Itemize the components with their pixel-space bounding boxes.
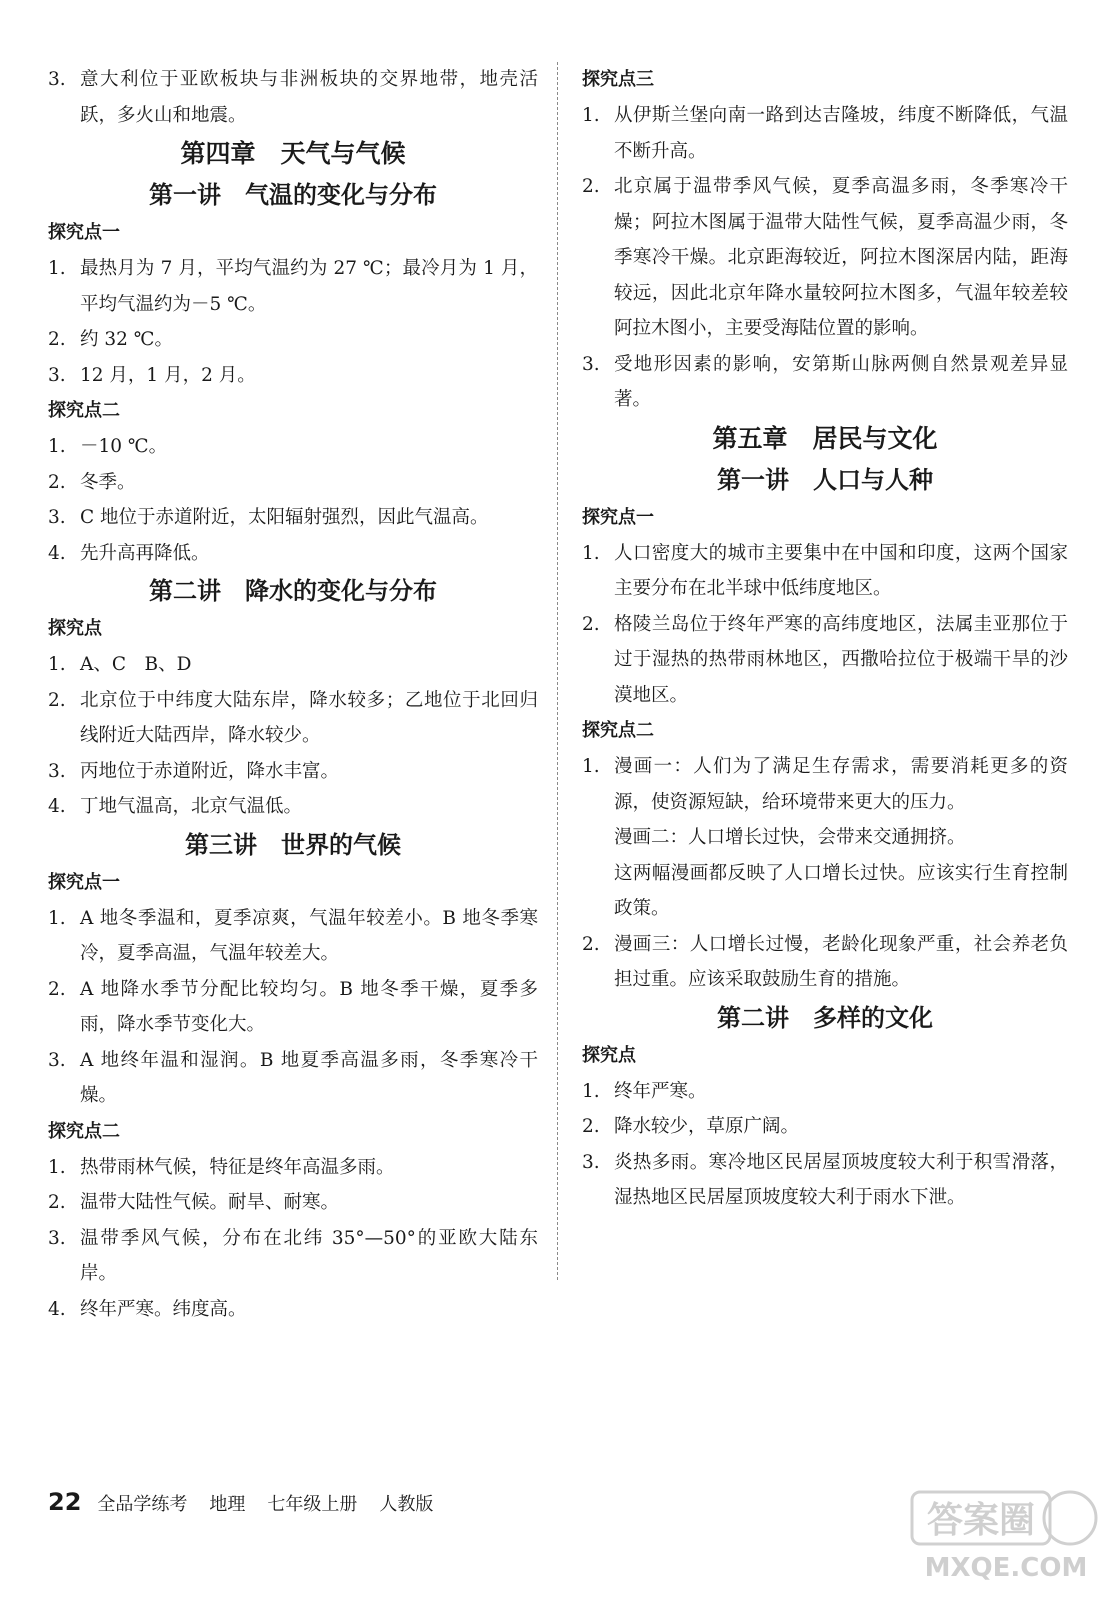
- item-text: 格陵兰岛位于终年严寒的高纬度地区，法属圭亚那位于过于湿热的热带雨林地区，西撒哈拉位于极端干旱的沙漠地区。: [614, 613, 1068, 706]
- section-label: 探究点: [48, 618, 102, 639]
- answer-item: [48, 322, 538, 358]
- subject-label: 地理: [209, 1494, 246, 1515]
- item-number: 2.: [48, 689, 66, 711]
- answer-item: [582, 536, 1068, 607]
- section-label: 探究点一: [582, 506, 654, 528]
- answer-item: [582, 1074, 1068, 1110]
- item-text: 终年严寒。: [614, 1080, 707, 1102]
- item-number: 3.: [582, 1151, 600, 1173]
- item-number: 1.: [582, 756, 600, 777]
- item-number: 3.: [48, 507, 66, 528]
- page-footer: [48, 1488, 455, 1520]
- item-number: 1.: [582, 105, 600, 126]
- section-label: 探究点三: [582, 69, 654, 90]
- answer-item: [48, 754, 538, 790]
- item-text: 冬季。: [80, 471, 136, 493]
- watermark-url: MXQE.COM: [924, 1553, 1088, 1583]
- column-divider: [557, 62, 558, 1280]
- section-label: 探究点二: [582, 720, 654, 741]
- item-text: 12 月，1 月，2 月。: [80, 364, 256, 386]
- lecture-heading: 第二讲 多样的文化: [717, 1003, 933, 1032]
- item-text: 约 32 ℃。: [80, 329, 173, 350]
- item-number: 3.: [48, 1227, 66, 1249]
- watermark-logo: [906, 1488, 1102, 1588]
- item-number: 2.: [48, 471, 66, 493]
- lecture-heading: 第三讲 世界的气候: [185, 830, 401, 859]
- answer-item: [48, 500, 538, 536]
- answer-item: [48, 1292, 538, 1328]
- item-number: 2.: [48, 978, 66, 1000]
- answer-item: [582, 927, 1068, 998]
- answer-item: [582, 749, 1068, 820]
- item-text: 热带雨林气候，特征是终年高温多雨。: [80, 1156, 395, 1178]
- item-text: 温带大陆性气候。耐旱、耐寒。: [80, 1192, 340, 1213]
- item-number: 2.: [582, 613, 600, 635]
- answer-item: [48, 536, 538, 572]
- answer-item: [48, 358, 538, 394]
- answer-item: [48, 972, 538, 1043]
- item-text: 先升高再降低。: [80, 542, 210, 564]
- item-number: 4.: [48, 542, 66, 564]
- item-number: 2.: [582, 176, 600, 197]
- answer-item: [582, 1109, 1068, 1145]
- section-label: 探究点: [582, 1044, 636, 1066]
- answer-item: [48, 789, 538, 825]
- answer-item: [582, 169, 1068, 347]
- item-text: 最热月为 7 月，平均气温约为 27 ℃；最冷月为 1 月，平均气温约为－5 ℃。: [80, 258, 538, 315]
- page-number: 22: [48, 1488, 82, 1516]
- item-number: 2.: [582, 933, 600, 955]
- item-text: 从伊斯兰堡向南一路到达吉隆坡，纬度不断降低，气温不断升高。: [614, 105, 1068, 162]
- answer-item: [582, 607, 1068, 714]
- item-text: －10 ℃。: [80, 436, 168, 457]
- edition-label: 人教版: [379, 1494, 434, 1515]
- answer-item: [48, 1043, 538, 1114]
- item-number: 2.: [582, 1116, 600, 1137]
- item-text: A 地终年温和湿润。B 地夏季高温多雨，冬季寒冷干燥。: [80, 1049, 538, 1106]
- item-number: 3.: [48, 760, 66, 782]
- section-label: 探究点二: [48, 400, 120, 421]
- item-text: 温带季风气候，分布在北纬 35°—50°的亚欧大陆东岸。: [80, 1227, 538, 1284]
- item-number: 1.: [48, 654, 66, 675]
- item-number: 3.: [48, 364, 66, 386]
- item-text: 炎热多雨。寒冷地区民居屋顶坡度较大利于积雪滑落，湿热地区民居屋顶坡度较大利于雨水下泄。: [614, 1151, 1068, 1208]
- answer-item: [582, 347, 1068, 418]
- item-text: 降水较少，草原广阔。: [614, 1116, 800, 1137]
- section-label: 探究点二: [48, 1120, 120, 1142]
- item-text: 受地形因素的影响，安第斯山脉两侧自然景观差异显著。: [614, 353, 1068, 410]
- item-text: C 地位于赤道附近，太阳辐射强烈，因此气温高。: [80, 507, 489, 528]
- item-number: 2.: [48, 329, 66, 350]
- answer-item: [48, 1185, 538, 1221]
- item-number: 1.: [48, 436, 66, 457]
- item-number: 1.: [48, 1156, 66, 1178]
- answer-item: [48, 62, 538, 133]
- section-label: 探究点一: [48, 222, 120, 243]
- item-text: 北京位于中纬度大陆东岸，降水较多；乙地位于北回归线附近大陆西岸，降水较少。: [80, 689, 538, 746]
- item-text: A、C B、D: [80, 654, 192, 675]
- chapter-heading: 第四章 天气与气候: [180, 139, 406, 168]
- item-number: 1.: [48, 907, 66, 929]
- book-title: 全品学练考: [97, 1494, 188, 1515]
- answer-item: [48, 1221, 538, 1292]
- section-label: 探究点一: [48, 871, 120, 893]
- lecture-heading: 第一讲 人口与人种: [717, 465, 933, 494]
- item-text: 丁地气温高，北京气温低。: [80, 796, 303, 817]
- item-number: 2.: [48, 1192, 66, 1213]
- item-text: 漫画一：人们为了满足生存需求，需要消耗更多的资源，使资源短缺，给环境带来更大的压力。: [614, 756, 1068, 813]
- item-number: 3.: [48, 69, 66, 90]
- answer-item: [48, 429, 538, 465]
- answer-item: [48, 1150, 538, 1186]
- chapter-heading: 第五章 居民与文化: [712, 423, 938, 453]
- watermark-title: 答案圈: [926, 1500, 1036, 1541]
- item-text: 丙地位于赤道附近，降水丰富。: [80, 760, 340, 782]
- answer-item: [48, 647, 538, 683]
- answer-item: [48, 901, 538, 972]
- item-number: 1.: [582, 1080, 600, 1102]
- item-number: 1.: [582, 542, 600, 564]
- item-text: 意大利位于亚欧板块与非洲板块的交界地带，地壳活跃，多火山和地震。: [80, 69, 538, 126]
- answer-item: [48, 251, 538, 322]
- answer-item: [582, 1145, 1068, 1216]
- item-text: 北京属于温带季风气候，夏季高温多雨，冬季寒冷干燥；阿拉木图属于温带大陆性气候，夏季高温少雨，冬季寒冷干燥。北京距海较近，阿拉木图深居内陆，距海较远，因此北京年降水量较阿拉木图多，气温年较差较阿拉木图小，主要受海陆位置的影响。: [614, 176, 1068, 339]
- item-number: 4.: [48, 796, 66, 817]
- grade-label: 七年级上册: [267, 1494, 358, 1515]
- item-text: 漫画三：人口增长过慢，老龄化现象严重，社会养老负担过重。应该采取鼓励生育的措施。: [614, 933, 1068, 990]
- answer-paragraph: 这两幅漫画都反映了人口增长过快。应该实行生育控制政策。: [614, 862, 1068, 919]
- answer-paragraph: 漫画二：人口增长过快，会带来交通拥挤。: [614, 827, 966, 848]
- item-text: 人口密度大的城市主要集中在中国和印度，这两个国家主要分布在北半球中低纬度地区。: [614, 542, 1068, 599]
- item-text: A 地降水季节分配比较均匀。B 地冬季干燥，夏季多雨，降水季节变化大。: [80, 978, 538, 1035]
- lecture-heading: 第一讲 气温的变化与分布: [149, 181, 437, 209]
- item-number: 1.: [48, 258, 66, 279]
- item-number: 4.: [48, 1298, 66, 1320]
- item-text: A 地冬季温和，夏季凉爽，气温年较差小。B 地冬季寒冷，夏季高温，气温年较差大。: [80, 907, 538, 964]
- item-text: 终年严寒。纬度高。: [80, 1298, 247, 1320]
- answer-item: [48, 683, 538, 754]
- left-column: [48, 62, 538, 1327]
- lecture-heading: 第二讲 降水的变化与分布: [149, 577, 437, 605]
- item-number: 3.: [582, 353, 600, 375]
- item-number: 3.: [48, 1049, 66, 1071]
- answer-item: [582, 98, 1068, 169]
- answer-item: [48, 465, 538, 501]
- right-column: [582, 62, 1068, 1216]
